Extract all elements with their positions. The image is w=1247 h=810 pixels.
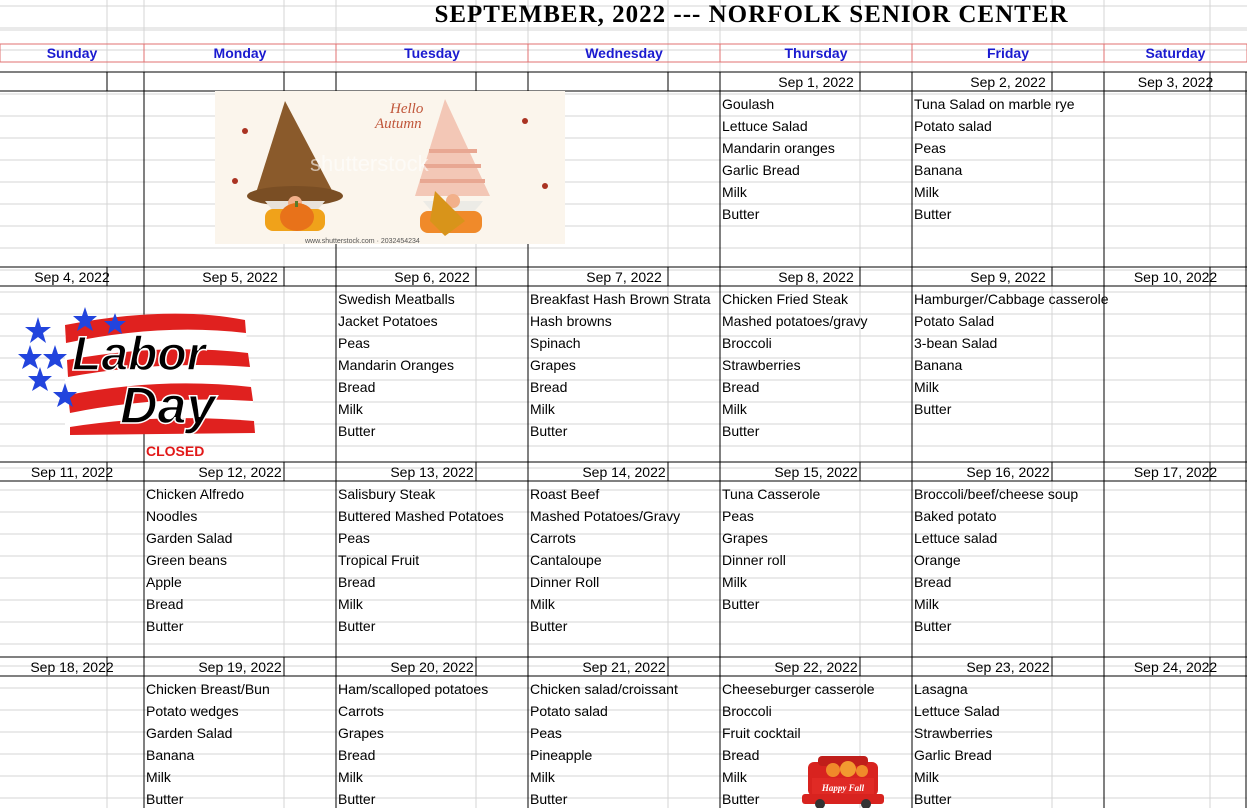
menu-cell [338,483,504,637]
date-label [336,73,528,91]
menu-item: Broccoli/beef/cheese soup [914,486,1079,502]
menu-item: Milk [530,769,555,785]
menu-item: Hamburger/Cabbage casserole [914,291,1109,307]
menu-item: Chicken Alfredo [146,486,245,502]
date-label: Sep 17, 2022 [1133,464,1218,480]
menu-item: Strawberries [722,357,801,373]
menu-item: Peas [338,530,370,546]
closed-label: CLOSED [146,443,205,459]
menu-item: Noodles [146,508,198,524]
menu-cell [914,483,1078,637]
menu-item: Tuna Casserole [722,486,821,502]
menu-item: Butter [722,791,760,807]
menu-item: Mandarin Oranges [338,357,454,373]
date-label: Sep 5, 2022 [202,269,278,285]
menu-item: Bread [722,379,760,395]
menu-item: Butter [146,618,184,634]
menu-item: Spinach [530,335,581,351]
menu-item: Milk [338,596,363,612]
date-label [144,73,336,91]
menu-item: Butter [530,423,568,439]
day-name: Tuesday [404,45,460,61]
menu-cell [722,483,820,615]
menu-item: Grapes [722,530,768,546]
menu-item: Buttered Mashed Potatoes [338,508,504,524]
menu-item: Butter [914,206,952,222]
svg-text:shutterstock: shutterstock [310,151,429,176]
menu-item: Swedish Meatballs [338,291,455,307]
menu-item: Green beans [146,552,227,568]
menu-item: Garden Salad [146,530,233,546]
menu-item: Peas [530,725,562,741]
menu-item: Butter [722,423,760,439]
date-label: Sep 18, 2022 [30,659,114,675]
menu-item: Broccoli [722,335,772,351]
menu-item: Garlic Bread [722,162,800,178]
date-label: Sep 9, 2022 [970,269,1046,285]
menu-item: Milk [530,401,555,417]
menu-item: Banana [146,747,195,763]
menu-cell [338,678,488,810]
menu-item: Dinner Roll [530,574,600,590]
date-label: Sep 1, 2022 [778,74,854,90]
menu-item: Butter [914,618,952,634]
menu-cell [530,288,711,442]
menu-item: Bread [338,747,376,763]
menu-item: Broccoli [722,703,772,719]
day-name: Monday [213,45,267,61]
menu-cell [722,93,835,225]
menu-item: Butter [722,596,760,612]
menu-item: Milk [338,769,363,785]
menu-item: Milk [530,596,555,612]
menu-item: Orange [914,552,961,568]
date-label: Sep 24, 2022 [1133,659,1218,675]
menu-item: Mandarin oranges [722,140,835,156]
menu-item: Butter [338,423,376,439]
menu-item: Potato wedges [146,703,239,719]
menu-item: Peas [338,335,370,351]
date-label: Sep 6, 2022 [394,269,470,285]
menu-item: Carrots [530,530,576,546]
svg-text:Labor: Labor [72,328,206,381]
svg-text:Day: Day [120,377,216,435]
menu-item: Milk [914,769,939,785]
menu-item: Butter [914,401,952,417]
menu-item: Pineapple [530,747,593,763]
menu-item: Chicken salad/croissant [530,681,678,697]
menu-item: Lettuce Salad [722,118,808,134]
menu-item: Banana [914,357,963,373]
date-label: Sep 13, 2022 [390,464,474,480]
menu-item: Peas [722,508,754,524]
menu-cell [722,288,868,442]
menu-item: Roast Beef [530,486,600,502]
menu-item: Milk [338,401,363,417]
menu-cell [914,93,1075,225]
date-label: Sep 12, 2022 [198,464,282,480]
day-name: Saturday [1145,45,1206,61]
menu-item: Milk [722,769,747,785]
menu-item: Mashed potatoes/gravy [722,313,868,329]
menu-item: Milk [722,184,747,200]
menu-item: Grapes [530,357,576,373]
date-label: Sep 16, 2022 [966,464,1050,480]
menu-item: Milk [914,379,939,395]
date-label: Sep 8, 2022 [778,269,854,285]
menu-item: Tuna Salad on marble rye [914,96,1075,112]
flag-stars-logo-icon [10,305,288,435]
menu-item: Jacket Potatoes [338,313,438,329]
date-label: Sep 11, 2022 [30,464,114,480]
menu-item: Mashed Potatoes/Gravy [530,508,681,524]
menu-item: Breakfast Hash Brown Strata [530,291,711,307]
date-label [528,73,720,91]
menu-item: Butter [338,618,376,634]
menu-cell [530,678,678,810]
svg-text:Hello: Hello [390,101,424,117]
menu-item: Cheeseburger casserole [722,681,875,697]
menu-item: Grapes [338,725,384,741]
menu-item: Carrots [338,703,384,719]
day-name: Thursday [784,45,848,61]
menu-item: Butter [530,618,568,634]
menu-item: Milk [914,184,939,200]
menu-cell [146,678,270,810]
menu-item: Butter [530,791,568,807]
menu-item: Goulash [722,96,775,112]
menu-item: Hash browns [530,313,612,329]
date-label: Sep 4, 2022 [34,269,110,285]
menu-cell [914,678,1000,810]
menu-item: Garlic Bread [914,747,992,763]
menu-item: Salisbury Steak [338,486,436,502]
menu-cell [914,288,1109,420]
menu-item: Strawberries [914,725,993,741]
date-label: Sep 7, 2022 [586,269,662,285]
menu-item: Peas [914,140,946,156]
day-name: Friday [986,45,1029,61]
date-label: Sep 19, 2022 [198,659,282,675]
date-label: Sep 3, 2022 [1137,74,1214,90]
menu-item: Tropical Fruit [338,552,420,568]
menu-item: Apple [146,574,182,590]
menu-item: Bread [338,379,376,395]
menu-item: Milk [722,401,747,417]
page-title: SEPTEMBER, 2022 --- NORFOLK SENIOR CENTER [434,1,1069,28]
menu-item: Milk [722,574,747,590]
menu-item: Chicken Breast/Bun [146,681,270,697]
menu-item: Milk [914,596,939,612]
date-label [0,73,144,91]
menu-item: Potato Salad [914,313,995,329]
menu-item: Lettuce salad [914,530,998,546]
svg-text:Happy Fall: Happy Fall [821,783,865,793]
menu-item: Dinner roll [722,552,786,568]
menu-item: Butter [146,791,184,807]
menu-item: Potato salad [914,118,992,134]
date-label: Sep 21, 2022 [582,659,666,675]
menu-item: Garden Salad [146,725,233,741]
truck-pumpkin-illustration-icon [798,752,888,808]
menu-item: Baked potato [914,508,997,524]
menu-item: Butter [914,791,952,807]
menu-item: Butter [338,791,376,807]
labor-day-logo [10,305,288,435]
date-label: Sep 10, 2022 [1133,269,1218,285]
menu-item: Cantaloupe [530,552,602,568]
date-label: Sep 15, 2022 [774,464,858,480]
menu-item: Lettuce Salad [914,703,1000,719]
date-label: Sep 14, 2022 [582,464,666,480]
menu-item: Bread [146,596,184,612]
gnomes-illustration-icon [215,91,565,244]
menu-item: Bread [722,747,760,763]
menu-item: Bread [914,574,952,590]
menu-item: Lasagna [914,681,968,697]
svg-text:www.shutterstock.com · 2032454: www.shutterstock.com · 2032454234 [305,238,420,244]
date-label: Sep 2, 2022 [970,74,1046,90]
menu-cell [338,288,455,442]
menu-cell [530,483,680,637]
menu-item: Banana [914,162,963,178]
date-label: Sep 23, 2022 [966,659,1050,675]
autumn-gnomes-image [215,91,565,244]
menu-cell [146,483,244,637]
menu-item: Bread [530,379,568,395]
day-name: Sunday [46,45,98,61]
menu-item: Chicken Fried Steak [722,291,849,307]
menu-item: Milk [146,769,171,785]
menu-item: Ham/scalloped potatoes [338,681,489,697]
menu-item: Butter [722,206,760,222]
happy-fall-truck-image [798,752,888,808]
menu-item: Bread [338,574,376,590]
menu-item: Potato salad [530,703,608,719]
svg-text:Autumn: Autumn [375,116,422,132]
menu-item: 3-bean Salad [914,335,998,351]
day-name: Wednesday [585,45,663,61]
date-label: Sep 20, 2022 [390,659,474,675]
date-label: Sep 22, 2022 [774,659,858,675]
menu-item: Fruit cocktail [722,725,801,741]
